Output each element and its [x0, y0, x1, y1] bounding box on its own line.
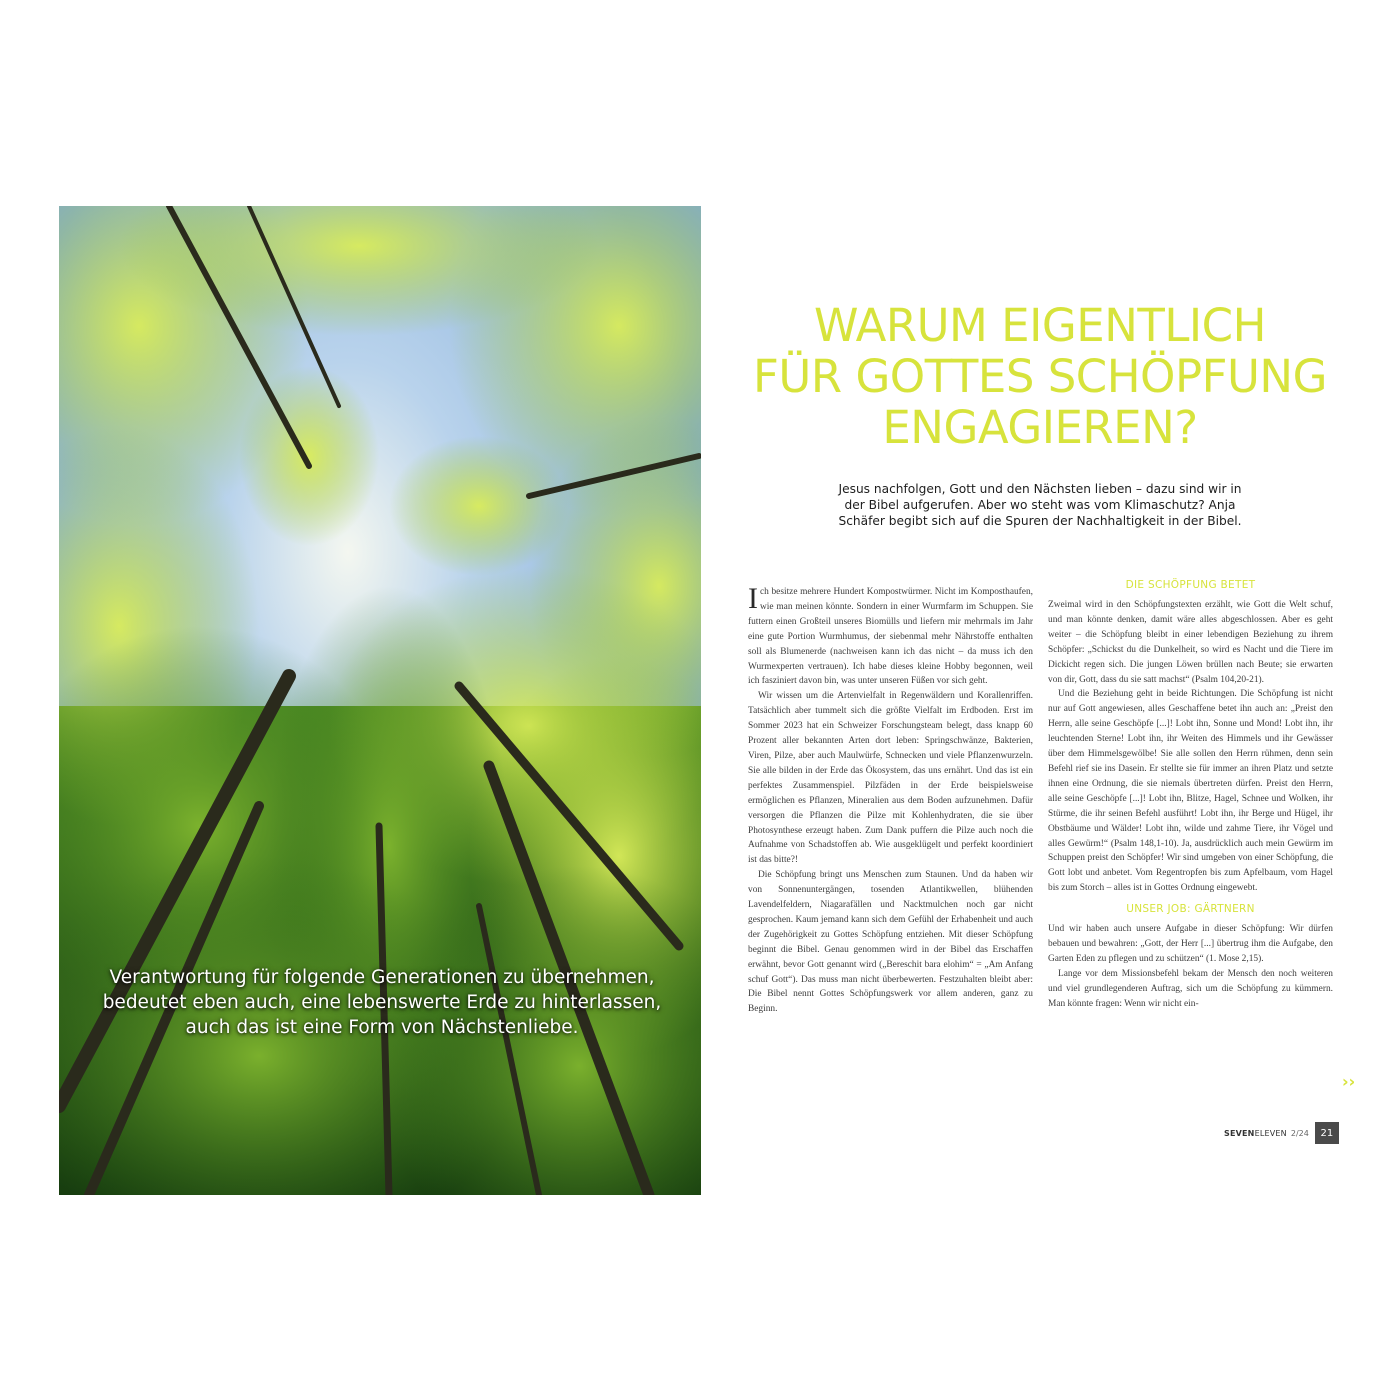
- continue-arrow-icon: ››: [1342, 1072, 1356, 1091]
- magazine-name-rest: ELEVEN: [1254, 1128, 1287, 1138]
- article-column-1: [748, 582, 1033, 1017]
- magazine-name: [1224, 1129, 1287, 1138]
- paragraph: Und wir haben auch unsere Aufgabe in dieser Schöpfung: Wir dürfen bebauen und bewahren: „Gott, der Herr [...] übertrug ihm die Aufgabe, den Garten Eden zu pflegen und zu schützen“ (1. Mose 2,15).: [1048, 924, 1333, 964]
- title-line-2: FÜR GOTTES SCHÖPFUNG: [753, 350, 1327, 403]
- magazine-name-bold: SEVEN: [1224, 1128, 1255, 1138]
- forest-canopy-photo: [59, 206, 701, 1195]
- paragraph: Und die Beziehung geht in beide Richtungen. Die Schöpfung ist nicht nur auf Gott angewiesen, alles Geschaffene betet ihn auch an: „Preist den Herrn, alle seine Geschöpfe [...]! Lobt ihn, Sonne und Mond! Lobt ihn, ihr leuchtenden Sterne! Lobt ihn, ihr Weiten des Himmels und ihr Gewässer über dem Himmelsgewölbe! Sie alle sollen den Herrn rühmen, denn sein Befehl rief sie ins Dasein. Er stellte sie für immer an ihren Platz und setzte ihnen eine Ordnung, die sie niemals übertreten dürfen. Preist den Herrn, alle seine Geschöpfe [...]! Lobt ihn, Blitze, Hagel, Schnee und Wolken, ihr Stürme, die ihr seinen Befehl ausführt! Lobt ihn, ihr Berge und Hügel, ihr Obstbäume und Wälder! Lobt ihn, wilde und zahme Tiere, ihr Vögel und alles Gewürm!“ (Psalm 148,1-10). Ja, ausdrücklich auch mein Gewürm im Schuppen preist den Schöpfer! Wir sind umgeben von einer Schöpfung, die Gott lobt und anbetet. Vom Regentropfen bis zum Apfelbaum, vom Hagel bis zum Storch – alles ist in Gottes Ordnung eingewebt.: [1048, 689, 1333, 894]
- paragraph-text: ch besitze mehrere Hundert Kompostwürmer. Nicht im Komposthaufen, wie man meinen könnte. Sondern in einer Wurmfarm im Schuppen. Sie futtern einen Großteil unseres Biomülls und liefern mir mehrmals im Jahr eine gute Portion Wurmhumus, der siebenmal mehr Nährstoffe enthalten soll als Blumenerde (nachweisen kann ich das nicht – da muss ich den Wurmexperten vertrauen). Ich habe dieses kleine Hobby begonnen, weil ich fasziniert davon bin, was unter unseren Füßen vor sich geht.: [748, 587, 1033, 687]
- article-lead: [820, 481, 1260, 529]
- paragraph: [748, 582, 1033, 689]
- lead-line-3: Schäfer begibt sich auf die Spuren der Nachhaltigkeit in der Bibel.: [838, 514, 1242, 528]
- title-line-3: ENGAGIEREN?: [882, 401, 1198, 454]
- forest-canopy-image: [59, 206, 701, 1195]
- subheading: DIE SCHÖPFUNG BETET: [1125, 579, 1256, 591]
- paragraph: Die Schöpfung bringt uns Menschen zum Staunen. Und da haben wir von Sonnenuntergängen, tosenden Atlantikwellen, blühenden Lavendelfeldern, Niagarafällen und Nacktmulchen noch gar nicht gesprochen. Kaum jemand kann sich dem Gefühl der Erhabenheit und auch der Zugehörigkeit zu Gottes Schöpfung entziehen. Mit dieser Schöpfung beginnt die Bibel. Genau genommen wird in der Bibel das Erschaffen erwähnt, bevor Gott genannt wird („Bereschit bara elohim“ = „Am Anfang schuf Gott“). Das muss man nicht überbewerten. Festzuhalten bleibt aber: Die Bibel nennt Gottes Schöpfungswerk vor allem anderen, ganz zu Beginn.: [748, 870, 1033, 1015]
- lead-line-2: der Bibel aufgerufen. Aber wo steht was vom Klimaschutz? Anja: [844, 498, 1236, 512]
- caption-line-3: auch das ist eine Form von Nächstenliebe.: [185, 1017, 579, 1038]
- issue-number: 2/24: [1290, 1128, 1309, 1138]
- photo-caption: [92, 965, 672, 1040]
- subheading: UNSER JOB: GÄRTNERN: [1126, 903, 1255, 916]
- title-line-1: WARUM EIGENTLICH: [814, 299, 1266, 352]
- lead-line-1: Jesus nachfolgen, Gott und den Nächsten lieben – dazu sind wir in: [838, 482, 1242, 496]
- paragraph: Wir wissen um die Artenvielfalt in Regenwäldern und Korallenriffen. Tatsächlich aber tummelt sich die größte Vielfalt im Erdboden. Erst im Sommer 2023 hat ein Schweizer Forschungsteam belegt, dass knapp 60 Prozent aller bekannten Arten dort leben: Springschwänze, Bakterien, Viren, Pilze, aber auch Maulwürfe, Schnecken und viele Pflanzenwurzeln. Sie alle bilden in der Erde das Ökosystem, das uns ernährt. Und das ist ein perfektes Zusammenspiel. Pilzfäden in der Erde beispielsweise ermöglichen es Pflanzen, Mineralien aus dem Boden aufzunehmen. Dafür versorgen die Pflanzen die Pilze mit Kohlenhydraten, die sie über Photosynthese erzeugt haben. Zum Dank puffern die Pilze auch noch die Aufnahme von Schadstoffen ab. Wie ausgeklügelt und perfekt koordiniert ist das bitte?!: [748, 691, 1033, 866]
- caption-line-2: bedeutet eben auch, eine lebenswerte Erde zu hinterlassen,: [102, 992, 662, 1013]
- paragraph: Lange vor dem Missionsbefehl bekam der Mensch den noch weiteren und viel grundlegenderen Auftrag, sich um die Schöpfung zu kümmern. Man könnte fragen: Wenn wir nicht ein-: [1048, 968, 1333, 1009]
- article-column-2: [1048, 578, 1333, 1012]
- caption-line-1: Verantwortung für folgende Generationen zu übernehmen,: [109, 967, 655, 988]
- article-title: [740, 300, 1340, 453]
- page-number: 21: [1315, 1122, 1339, 1144]
- paragraph: Zweimal wird in den Schöpfungstexten erzählt, wie Gott die Welt schuf, und man könnte denken, damit wäre alles abgeschlossen. Aber es geht weiter – die Schöpfung bleibt in einer lebendigen Beziehung zu ihrem Schöpfer: „Schickst du die Dunkelheit, so wird es Nacht und die Tiere im Dickicht regen sich. Die jungen Löwen brüllen nach Beute; sie erwarten von dir, Gott, dass du sie satt machst“ (Psalm 104,20-21).: [1048, 600, 1333, 685]
- drop-cap: I: [748, 582, 758, 615]
- page-footer: [1224, 1122, 1339, 1144]
